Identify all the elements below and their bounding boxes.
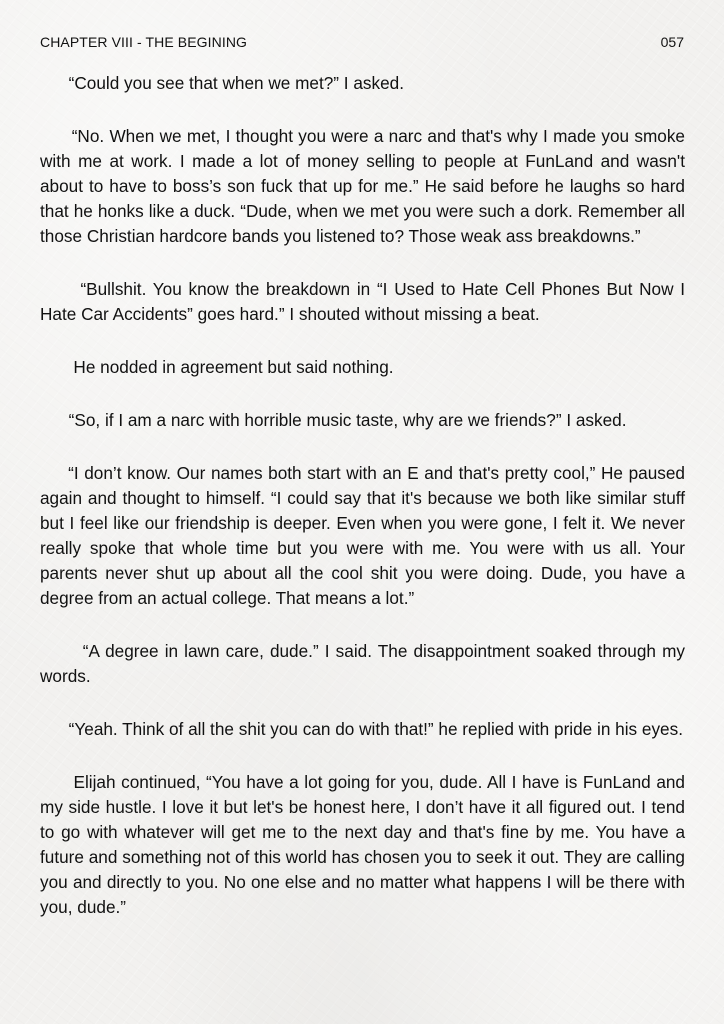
paragraph: “A degree in lawn care, dude.” I said. The disappointment soaked through my words.	[40, 641, 685, 686]
paragraph: He nodded in agreement but said nothing.	[40, 357, 394, 377]
page-body	[40, 71, 685, 948]
paragraph: “I don’t know. Our names both start with an E and that's pretty cool,” He paused again and thought to himself. “I could say that it's because we both like similar stuff but I feel like our friendship is deeper. Even when you were gone, I felt it. We never really spoke that whole time but you were with me. You were with us all. Your parents never shut up about all the cool shit you were doing. Dude, you have a degree from an actual college. That means a lot.”	[40, 463, 685, 608]
page-header	[40, 33, 684, 51]
page-number: 057	[660, 34, 684, 50]
paragraph: “So, if I am a narc with horrible music taste, why are we friends?” I asked.	[40, 410, 627, 430]
paragraph: “No. When we met, I thought you were a narc and that's why I made you smoke with me at work. I made a lot of money selling to people at FunLand and wasn't about to have to boss’s son fuck that up for me.” He said before he laughs so hard that he honks like a duck. “Dude, when we met you were such a dork. Remember all those Christian hardcore bands you listened to? Those weak ass breakdowns.”	[40, 126, 685, 246]
paragraph: “Yeah. Think of all the shit you can do with that!” he replied with pride in his eyes.	[40, 719, 683, 739]
chapter-title: CHAPTER VIII - THE BEGINING	[40, 34, 248, 50]
paragraph: “Could you see that when we met?” I asked.	[40, 73, 404, 93]
paragraph: Elijah continued, “You have a lot going for you, dude. All I have is FunLand and my side hustle. I love it but let's be honest here, I don’t have it all figured out. I tend to go with whatever will get me to the next day and that's fine by me. You have a future and something not of this world has chosen you to seek it out. They are calling you and directly to you. No one else and no matter what happens I will be there with you, dude.”	[40, 772, 685, 917]
paragraph: “Bullshit. You know the breakdown in “I Used to Hate Cell Phones But Now I Hate Car Accidents” goes hard.” I shouted without missing a beat.	[40, 279, 685, 324]
